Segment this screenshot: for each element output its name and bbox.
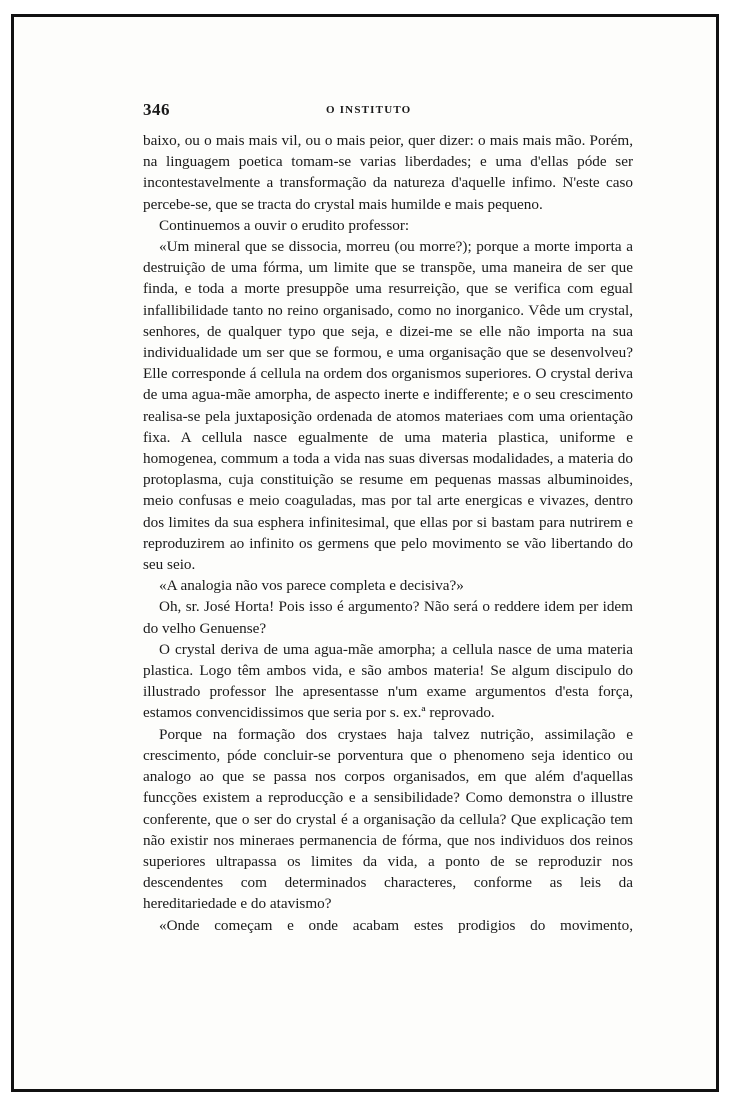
- paragraph-quotation: «Onde começam e onde acabam estes prodigios do movimento,: [159, 916, 633, 934]
- paragraph-continuation: baixo, ou o mais mais vil, ou o mais peior, quer dizer: o mais mais mão. Porém, na linguagem poetica tomam-se varias liberdades; e uma d'ellas póde ser incontestavelmente a transformação da natureza d'aquelle infimo. N'este caso percebe-se, que se tracta do crystal mais humilde e mais pequeno.: [143, 132, 633, 213]
- paragraph-quotation: «A analogia não vos parece completa e decisiva?»: [159, 577, 464, 595]
- paragraph: O crystal deriva de uma agua-mãe amorpha; a cellula nasce de uma materia plastica. Logo têm ambos vida, e são ambos materia! Se algum discipulo do illustrado professor lhe apresentasse n'um exame argumentos d'esta força, estamos convencidissimos que seria por s. ex.ª reprovado.: [143, 640, 633, 722]
- paragraph: Continuemos a ouvir o erudito professor:: [159, 216, 410, 234]
- paragraph: Porque na formação dos crystaes haja talvez nutrição, assimilação e crescimento, póde concluir-se porventura que o phenomeno seja identico ou analogo ao que se passa nos corpos organisados, em que além d'aquellas funcções existem a reproducção e a sensibilidade? Como demonstra o illustre conferente, que o ser do crystal é a organisação da cellula? Que explicação tem não existir nos mineraes permanencia de fórma, que nos individuos dos reinos superiores ultrapassa os limites da vida, a ponto de se reproduzir nos descendentes com determinados characteres, conforme as leis da hereditariedade e do atavismo?: [143, 725, 633, 913]
- body-text: [143, 130, 633, 936]
- running-head: [143, 100, 633, 122]
- paragraph: Oh, sr. José Horta! Pois isso é argumento? Não será o reddere idem per idem do velho Genuense?: [143, 598, 633, 637]
- page-number: 346: [143, 100, 170, 119]
- journal-title: O INSTITUTO: [326, 104, 412, 116]
- paragraph-quotation: «Um mineral que se dissocia, morreu (ou morre?); porque a morte importa a destruição de uma fórma, um limite que se transpõe, uma maneira de ser que finda, e toda a morte presuppõe uma resurreição, que se verifica com egual infallibilidade tanto no reino organisado, como no inorganico. Vêde um crystal, senhores, de qualquer typo que seja, e dizei-me se elle não importa na sua individualidade um ser que se formou, e uma organisação que se desenvolveu? Elle corresponde á cellula na ordem dos organismos superiores. O crystal deriva de uma agua-mãe amorpha, de aspecto inerte e indifferente; e o seu crescimento realisa-se pela juxtaposição ordenada de atomos materiaes com uma orientação fixa. A cellula nasce egualmente de uma materia plastica, uniforme e homogenea, commum a toda a vida nas suas diversas modalidades, a materia do protoplasma, cuja constituição se resume em pequenas massas albuminoides, meio confusas e meio coaguladas, mas por tal arte energicas e vivazes, dentro dos limites da sua esphera infinitesimal, que ellas por si bastam para nutrirem e reproduzirem ao infinito os germens que pelo movimento se vão libertando do seu seio.: [143, 238, 633, 574]
